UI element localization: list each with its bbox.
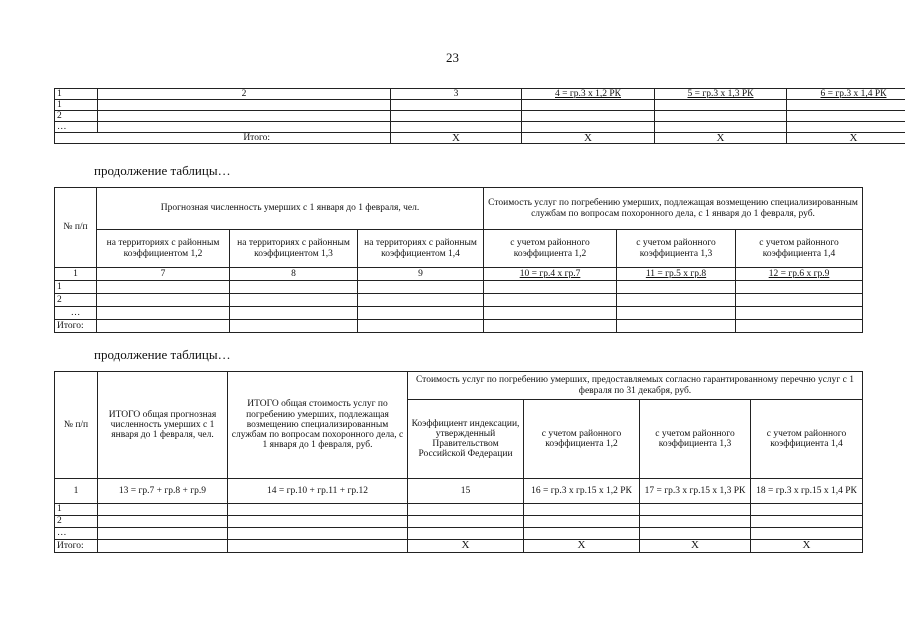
sub-header: на территориях с районным коэффициентом 1,3: [230, 230, 358, 268]
row-number: …: [55, 528, 98, 540]
col-header-number: № п/п: [55, 372, 98, 479]
row-number: 1: [55, 281, 97, 294]
col-header-total-count: ИТОГО общая прогнозная численность умерших с 1 января до 1 февраля, чел.: [98, 372, 228, 479]
sub-header: с учетом районного коэффициента 1,2: [524, 400, 640, 479]
table-continuation-caption: продолжение таблицы…: [94, 347, 231, 362]
total-mark: Х: [391, 133, 522, 144]
sub-header: на территориях с районным коэффициентом 1,2: [97, 230, 230, 268]
table-row: [55, 111, 905, 122]
col-number: 15: [408, 479, 524, 504]
total-mark: Х: [522, 133, 655, 144]
table-header-row: [55, 89, 905, 100]
sub-header: с учетом районного коэффициента 1,4: [751, 400, 863, 479]
col-number: 13 = гр.7 + гр.8 + гр.9: [98, 479, 228, 504]
col-header: 6 = гр.3 х 1,4 РК: [787, 89, 905, 100]
sub-header: с учетом районного коэффициента 1,3: [640, 400, 751, 479]
sub-header: с учетом районного коэффициента 1,3: [617, 230, 736, 268]
table-continuation-bottom: [54, 371, 863, 553]
col-number: 8: [230, 268, 358, 281]
table-row: [55, 100, 905, 111]
group-header-forecast: Прогнозная численность умерших с 1 января до 1 февраля, чел.: [97, 188, 484, 230]
row-number: 1: [55, 100, 98, 111]
col-header-number: № п/п: [55, 188, 97, 268]
sub-header: с учетом районного коэффициента 1,2: [484, 230, 617, 268]
col-header-total-cost: ИТОГО общая стоимость услуг по погребению умерших, подлежащая возмещению специализированным службам по вопросам похоронного дела, с 1 января до 1 февраля, руб.: [228, 372, 408, 479]
row-number: …: [55, 122, 98, 133]
total-label: Итого:: [55, 133, 391, 144]
table-row: [55, 504, 863, 516]
table-numbering-row: [55, 479, 863, 504]
sub-header: с учетом районного коэффициента 1,4: [736, 230, 863, 268]
table-row: [55, 528, 863, 540]
table-header-row: [55, 372, 863, 400]
col-number: 1: [55, 268, 97, 281]
col-number: 14 = гр.10 + гр.11 + гр.12: [228, 479, 408, 504]
col-number: 1: [55, 479, 98, 504]
col-number: 18 = гр.3 х гр.15 х 1,4 РК: [751, 479, 863, 504]
table-numbering-row: [55, 268, 863, 281]
table-header-row: [55, 188, 863, 230]
total-row: [55, 540, 863, 553]
page-number: 23: [446, 50, 459, 65]
col-header: 5 = гр.3 х 1,3 РК: [655, 89, 787, 100]
table-row: [55, 294, 863, 307]
table-subheader-row: [55, 230, 863, 268]
group-header-cost: Стоимость услуг по погребению умерших, подлежащая возмещению специализированным службам по вопросам похоронного дела, с 1 января до 1 февраля, руб.: [484, 188, 863, 230]
total-mark: Х: [751, 540, 863, 553]
total-label: Итого:: [55, 320, 97, 333]
col-header: 1: [55, 89, 98, 100]
col-number: 10 = гр.4 х гр.7: [484, 268, 617, 281]
col-number: 12 = гр.6 х гр.9: [736, 268, 863, 281]
table-continuation-top: [54, 88, 905, 144]
row-number: …: [55, 307, 97, 320]
col-number: 16 = гр.3 х гр.15 х 1,2 РК: [524, 479, 640, 504]
group-header-guaranteed-cost: Стоимость услуг по погребению умерших, предоставляемых согласно гарантированному перечню услуг с 1 февраля по 31 декабря, руб.: [408, 372, 863, 400]
total-mark: Х: [524, 540, 640, 553]
total-row: [55, 320, 863, 333]
col-number: 9: [358, 268, 484, 281]
table-continuation-caption: продолжение таблицы…: [94, 163, 231, 178]
table-row: [55, 516, 863, 528]
table-row: [55, 281, 863, 294]
total-row: [55, 133, 905, 144]
col-header: 2: [98, 89, 391, 100]
table-row: [55, 122, 905, 133]
sub-header: Коэффициент индексации, утвержденный Правительством Российской Федерации: [408, 400, 524, 479]
col-header: 4 = гр.3 х 1,2 РК: [522, 89, 655, 100]
col-number: 11 = гр.5 х гр.8: [617, 268, 736, 281]
total-mark: Х: [787, 133, 905, 144]
total-mark: Х: [655, 133, 787, 144]
row-number: 2: [55, 516, 98, 528]
col-number: 7: [97, 268, 230, 281]
total-label: Итого:: [55, 540, 98, 553]
table-continuation-middle: [54, 187, 863, 333]
sub-header: на территориях с районным коэффициентом 1,4: [358, 230, 484, 268]
row-number: 1: [55, 504, 98, 516]
total-mark: Х: [640, 540, 751, 553]
table-row: [55, 307, 863, 320]
total-mark: Х: [408, 540, 524, 553]
row-number: 2: [55, 111, 98, 122]
col-header: 3: [391, 89, 522, 100]
col-number: 17 = гр.3 х гр.15 х 1,3 РК: [640, 479, 751, 504]
row-number: 2: [55, 294, 97, 307]
